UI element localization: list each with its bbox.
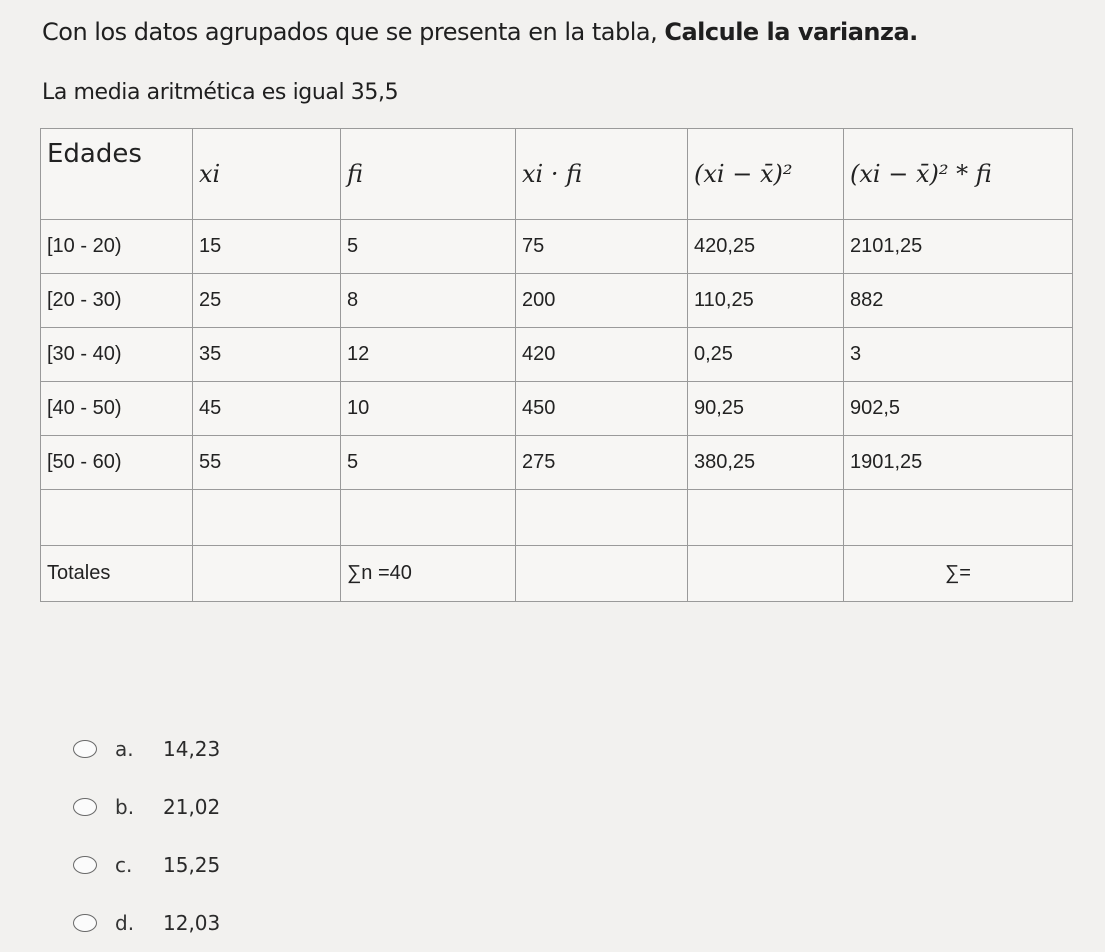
cell-fi: 8 [341, 274, 516, 328]
cell-empty [193, 546, 341, 602]
cell-xi-fi: 275 [516, 436, 688, 490]
radio-button-icon[interactable] [73, 740, 97, 758]
header-deviation-squared: (xi − x̄)² [688, 129, 844, 220]
cell-xi: 35 [193, 328, 341, 382]
header-edades: Edades [41, 129, 193, 220]
radio-button-icon[interactable] [73, 856, 97, 874]
totals-sum: ∑= [844, 546, 1073, 602]
cell-xi-fi: 450 [516, 382, 688, 436]
cell-xi: 25 [193, 274, 341, 328]
cell-fi: 12 [341, 328, 516, 382]
cell-fi: 10 [341, 382, 516, 436]
cell-deviation-squared-fi: 3 [844, 328, 1073, 382]
option-value: 14,23 [163, 737, 221, 761]
cell-interval: [20 - 30) [41, 274, 193, 328]
cell-interval: [10 - 20) [41, 220, 193, 274]
cell-empty [516, 546, 688, 602]
cell-empty [688, 546, 844, 602]
option-letter: c. [115, 853, 133, 877]
cell-deviation-squared: 90,25 [688, 382, 844, 436]
header-xi-fi: xi · fi [516, 129, 688, 220]
radio-button-icon[interactable] [73, 798, 97, 816]
cell-xi-fi: 75 [516, 220, 688, 274]
option-b[interactable] [73, 778, 220, 836]
cell-deviation-squared-fi: 902,5 [844, 382, 1073, 436]
cell-xi-fi: 420 [516, 328, 688, 382]
table-row [41, 220, 1073, 274]
cell-interval: [30 - 40) [41, 328, 193, 382]
option-c[interactable] [73, 836, 220, 894]
option-letter: d. [115, 911, 135, 935]
cell-deviation-squared: 380,25 [688, 436, 844, 490]
table-row [41, 436, 1073, 490]
option-d[interactable] [73, 894, 220, 952]
table-row-totals [41, 546, 1073, 602]
option-letter: a. [115, 737, 134, 761]
option-letter: b. [115, 795, 135, 819]
table-row-empty [41, 490, 1073, 546]
option-a[interactable] [73, 720, 220, 778]
cell-deviation-squared-fi: 882 [844, 274, 1073, 328]
cell-xi: 45 [193, 382, 341, 436]
frequency-table [40, 128, 1073, 602]
cell-fi: 5 [341, 220, 516, 274]
option-value: 21,02 [163, 795, 221, 819]
cell-deviation-squared: 0,25 [688, 328, 844, 382]
table-row [41, 274, 1073, 328]
question-text-bold: Calcule la varianza. [664, 18, 918, 46]
question-text [42, 18, 918, 46]
cell-deviation-squared-fi: 2101,25 [844, 220, 1073, 274]
cell-empty [688, 490, 844, 546]
option-value: 12,03 [163, 911, 221, 935]
cell-deviation-squared-fi: 1901,25 [844, 436, 1073, 490]
mean-note: La media aritmética es igual 35,5 [42, 80, 399, 105]
header-xi: xi [193, 129, 341, 220]
cell-empty [193, 490, 341, 546]
totals-label: Totales [41, 546, 193, 602]
cell-xi: 55 [193, 436, 341, 490]
cell-empty [844, 490, 1073, 546]
table-row [41, 328, 1073, 382]
totals-n: ∑n =40 [341, 546, 516, 602]
cell-fi: 5 [341, 436, 516, 490]
option-value: 15,25 [163, 853, 221, 877]
header-fi: fi [341, 129, 516, 220]
table-header-row [41, 129, 1073, 220]
answer-options [73, 720, 220, 952]
cell-deviation-squared: 420,25 [688, 220, 844, 274]
question-text-plain: Con los datos agrupados que se presenta en la tabla, [42, 18, 665, 46]
cell-deviation-squared: 110,25 [688, 274, 844, 328]
cell-interval: [40 - 50) [41, 382, 193, 436]
cell-xi: 15 [193, 220, 341, 274]
radio-button-icon[interactable] [73, 914, 97, 932]
header-deviation-squared-fi: (xi − x̄)² * fi [844, 129, 1073, 220]
cell-interval: [50 - 60) [41, 436, 193, 490]
cell-empty [341, 490, 516, 546]
cell-empty [516, 490, 688, 546]
table-row [41, 382, 1073, 436]
cell-xi-fi: 200 [516, 274, 688, 328]
cell-empty [41, 490, 193, 546]
